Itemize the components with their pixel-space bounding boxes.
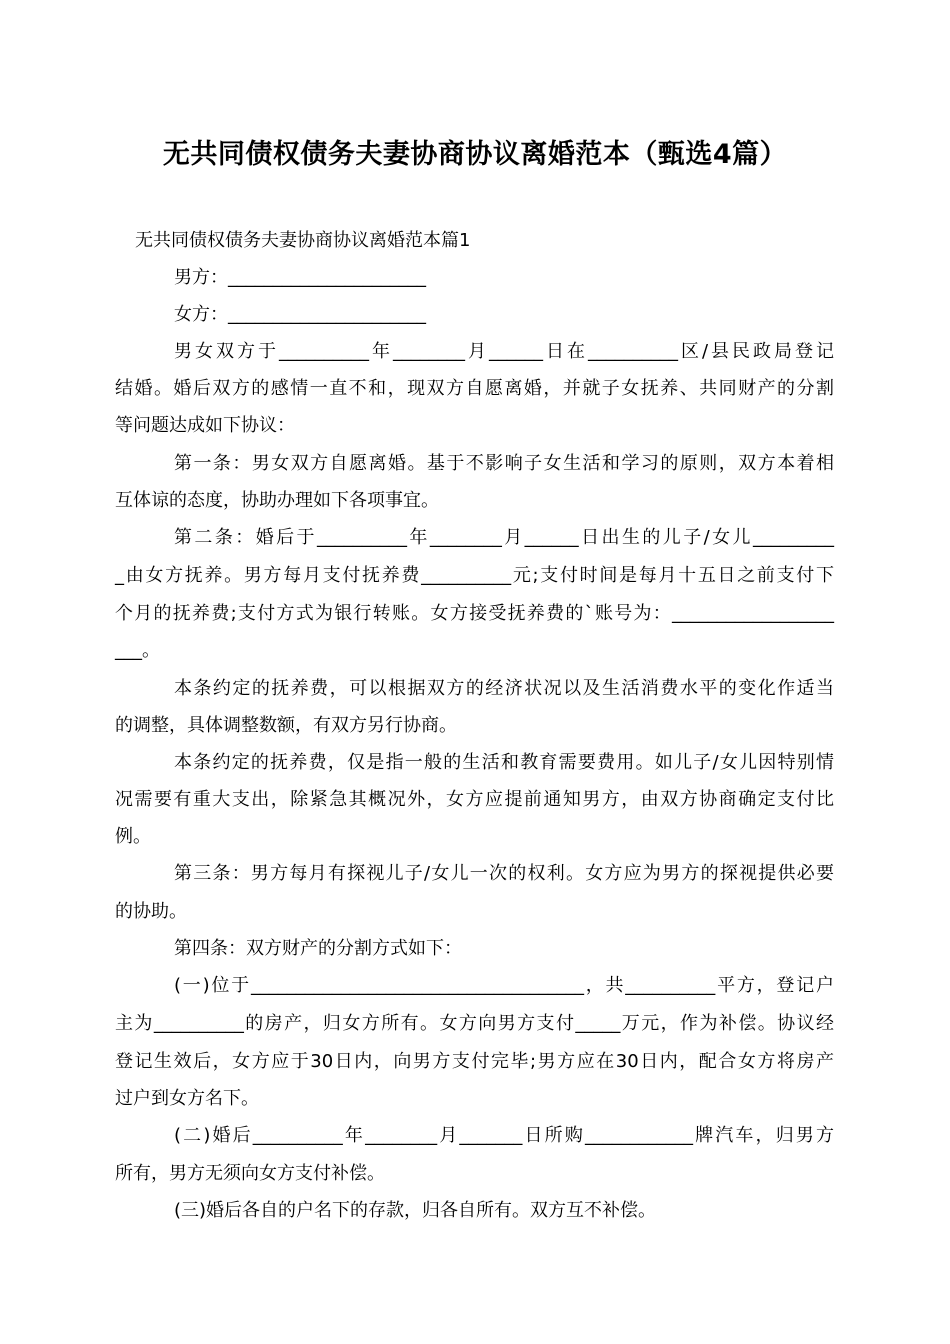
paragraph-line: 等问题达成如下协议： [115,415,295,436]
paragraph-line: 第四条：双方财产的分割方式如下： [174,938,462,959]
paragraph-line: 主为__________的房产，归女方所有。女方向男方支付_____万元，作为补偿。协议经 [115,1013,834,1034]
paragraph-line: 第三条：男方每月有探视儿子/女儿一次的权利。女方应为男方的探视提供必要 [174,863,834,884]
paragraph-line: (一)位于_____________________________________，共__________平方，登记户 [174,975,834,996]
paragraph-line: 例。 [115,826,151,847]
paragraph-line: (三)婚后各自的户名下的存款，归各自所有。双方互不补偿。 [174,1200,657,1221]
paragraph-line: 本条约定的抚养费，仅是指一般的生活和教育需要费用。如儿子/女儿因特别情 [174,752,834,773]
paragraph-line: 登记生效后，女方应于30日内，向男方支付完毕;男方应在30日内，配合女方将房产 [115,1051,834,1072]
paragraph-line: (二)婚后__________年________月_______日所购____________牌汽车，归男方 [174,1125,834,1146]
paragraph-line: 个月的抚养费;支付方式为银行转账。女方接受抚养费的`账号为：__________________ [115,603,834,624]
paragraph-line: ___。 [115,640,160,661]
paragraph-line: _由女方抚养。男方每月支付抚养费__________元;支付时间是每月十五日之前支付下 [115,565,834,586]
document-title: 无共同债权债务夫妻协商协议离婚范本（甄选4篇） [162,139,788,170]
paragraph-line: 男方：______________________ [174,267,426,288]
paragraph-line: 况需要有重大支出，除紧急其概况外，女方应提前通知男方，由双方协商确定支付比 [115,789,834,810]
paragraph-line: 第一条：男女双方自愿离婚。基于不影响子女生活和学习的原则，双方本着相 [174,453,834,474]
paragraph-line: 女方：______________________ [174,304,426,325]
paragraph-line: 的调整，具体调整数额，有双方另行协商。 [115,715,457,736]
paragraph-line: 结婚。婚后双方的感情一直不和，现双方自愿离婚，并就子女抚养、共同财产的分割 [115,378,834,399]
paragraph-line: 男女双方于__________年________月______日在__________区/县民政局登记 [174,341,834,362]
paragraph-line: 的协助。 [115,901,187,922]
paragraph-line: 本条约定的抚养费，可以根据双方的经济状况以及生活消费水平的变化作适当 [174,678,834,699]
paragraph-line: 第二条：婚后于__________年________月______日出生的儿子/女儿_________ [174,527,834,548]
paragraph-line: 过户到女方名下。 [115,1088,259,1109]
paragraph-line: 互体谅的态度，协助办理如下各项事宜。 [115,490,439,511]
paragraph-line: 所有，男方无须向女方支付补偿。 [115,1163,385,1184]
section-heading: 无共同债权债务夫妻协商协议离婚范本篇1 [135,230,471,251]
